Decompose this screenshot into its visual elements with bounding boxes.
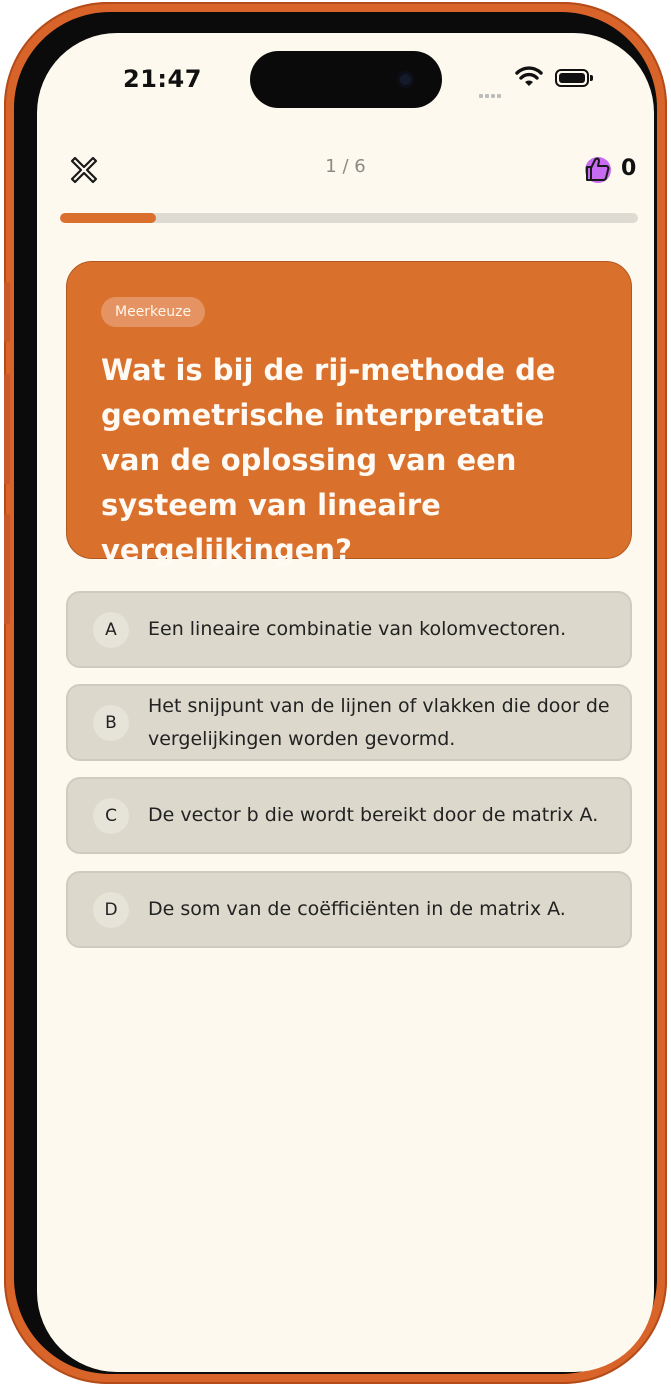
progress-bar-fill bbox=[60, 213, 156, 223]
app-screen bbox=[37, 33, 654, 1372]
option-text: Een lineaire combinatie van kolomvectoren. bbox=[148, 618, 567, 640]
option-text: Het snijpunt van de lijnen of vlakken die door de vergelijkingen worden gevormd. bbox=[148, 694, 610, 750]
side-button-volume-up bbox=[4, 374, 10, 484]
option-letter: A bbox=[93, 612, 129, 648]
score-display bbox=[581, 152, 636, 184]
option-text: De vector b die wordt bereikt door de matrix A. bbox=[148, 804, 599, 826]
question-type-badge: Meerkeuze bbox=[101, 297, 205, 327]
phone-frame bbox=[4, 2, 667, 1384]
phone-bezel bbox=[14, 12, 657, 1374]
cellular-signal-icon bbox=[479, 83, 503, 102]
option-b[interactable] bbox=[66, 684, 632, 761]
option-letter: C bbox=[93, 798, 129, 834]
option-d[interactable] bbox=[66, 871, 632, 948]
progress-bar bbox=[60, 213, 638, 223]
question-text: Wat is bij de rij-methode de geometrische interpretatie van de oplossing van een systeem van lineaire vergelijkingen? bbox=[101, 353, 556, 567]
battery-icon bbox=[555, 69, 589, 87]
wifi-icon bbox=[515, 66, 543, 88]
side-button-volume-down bbox=[4, 514, 10, 624]
option-letter: D bbox=[93, 892, 129, 928]
status-time: 21:47 bbox=[123, 65, 202, 93]
thumbs-up-badge-icon bbox=[581, 152, 613, 184]
question-progress-label: 1 / 6 bbox=[325, 156, 366, 177]
camera-icon bbox=[397, 71, 414, 88]
option-text: De som van de coëfficiënten in de matrix A. bbox=[148, 898, 566, 920]
question-card bbox=[66, 261, 632, 567]
score-count: 0 bbox=[621, 155, 637, 181]
side-button-action bbox=[4, 282, 10, 342]
option-a[interactable] bbox=[66, 591, 632, 668]
option-c[interactable] bbox=[66, 777, 632, 854]
option-letter: B bbox=[93, 705, 129, 741]
dynamic-island bbox=[250, 51, 442, 108]
